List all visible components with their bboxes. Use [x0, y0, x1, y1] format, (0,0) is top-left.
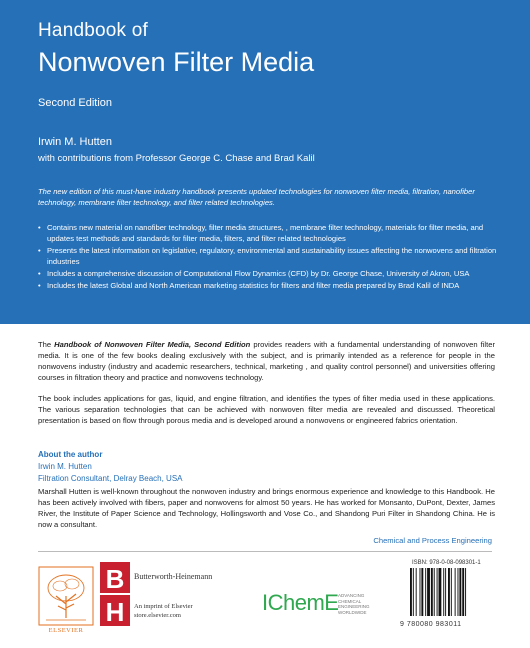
barcode-bar — [416, 568, 417, 616]
icheme-tag-3: ENGINEERING — [338, 604, 370, 609]
barcode-bar — [459, 568, 461, 616]
feature-item: • Presents the latest information on legislative, regulatory, environmental and sustainability issues affecting the nonwovens and filtration industries — [38, 245, 498, 267]
barcode-bar — [421, 568, 423, 616]
about-author-name: Irwin M. Hutten — [38, 462, 92, 471]
contributors: with contributions from Professor George C. Chase and Brad Kalil — [38, 153, 315, 164]
barcode-bar — [427, 568, 430, 616]
butterworth-heinemann-logo — [100, 562, 130, 626]
about-author-heading: About the author — [38, 450, 103, 459]
barcode-bar — [410, 568, 412, 616]
barcode-bar — [439, 568, 442, 616]
barcode-bar — [445, 568, 446, 616]
about-author-affiliation: Filtration Consultant, Delray Beach, USA — [38, 474, 183, 483]
description-paragraph-2: The book includes applications for gas, liquid, and engine filtration, and identifies the types of filter media used in these applications. The various separation technologies that can be achieved with nonwoven filter media are revealed and discussed. Theoretical presentation is based on flow through porous media and is developed around a nonwovens or engineered fabrics orientation. — [38, 394, 495, 425]
bh-imprint: An imprint of Elsevier — [134, 603, 193, 610]
feature-item: • Contains new material on nanofiber technology, filter media structures, , membrane filter technology, materials for filter media, and updates test methods and standards for filter media, filters, and filter related technologies — [38, 222, 498, 244]
barcode-bar — [413, 568, 414, 616]
barcode-bar — [437, 568, 438, 616]
icheme-tag-4: WORLDWIDE — [338, 609, 367, 615]
intro-text: The new edition of this must-have industry handbook presents updated technologies for nonwoven filter media, filtration, nanofiber technology, membrane filter technology, and filter related technologies. — [38, 187, 475, 207]
barcode-bar — [443, 568, 444, 616]
barcode-bar — [455, 568, 456, 616]
book-title-emphasis: Handbook of Nonwoven Filter Media, Second Edition — [54, 340, 251, 349]
barcode-bar — [458, 568, 459, 616]
elsevier-tree-logo — [38, 566, 94, 626]
barcode-number: 9 780080 983011 — [400, 621, 462, 628]
icheme-tagline — [338, 593, 378, 615]
p1-rest: provides readers with a fundamental understanding of nonwoven filter media. It is one of the few books dealing exclusively with the subject, and is primarily intended as a reference for people in the nonwovens industry (industry and academic researchers, technical, marketing , and quality control personnel) and universities offering courses in filtration theory and practice and nonwovens technology. — [38, 340, 495, 382]
barcode-bar — [448, 568, 450, 616]
barcode-bar — [420, 568, 421, 616]
barcode-bar — [465, 568, 466, 616]
bh-website: store.elsevier.com — [134, 612, 181, 619]
feature-item: • Includes the latest Global and North American marketing statistics for filters and filter media prepared by Brad Kalil of INDA — [38, 280, 498, 291]
barcode-bar — [431, 568, 433, 616]
barcode-bar — [462, 568, 464, 616]
barcode-bar — [425, 568, 426, 616]
feature-item: • Includes a comprehensive discussion of Computational Flow Dynamics (CFD) by Dr. George Chase, University of Akron, USA — [38, 268, 498, 279]
elsevier-wordmark: ELSEVIER — [48, 627, 84, 634]
divider — [38, 551, 492, 552]
isbn-label: ISBN: 978-0-08-098301-1 — [412, 560, 481, 566]
title-line-2: Nonwoven Filter Media — [38, 47, 315, 77]
author: Irwin M. Hutten — [38, 136, 112, 148]
title-line-1: Handbook of — [38, 20, 148, 41]
barcode — [408, 568, 494, 616]
bh-wordmark: Butterworth-Heinemann — [134, 572, 213, 581]
p1-prefix: The — [38, 340, 55, 349]
icheme-tag-1: ADVANCING — [338, 593, 365, 598]
feature-list — [38, 222, 498, 292]
category-label: Chemical and Process Engineering — [373, 536, 492, 545]
bh-imprint-block — [134, 602, 193, 620]
svg-text:B: B — [105, 564, 125, 594]
barcode-bar — [451, 568, 452, 616]
icheme-logo: IChemE — [262, 590, 339, 615]
author-bio: Marshall Hutten is well-known throughout the nonwoven industry and brings enormous experience and knowledge to this Handbook. He has been actively involved with fibers, paper and nonwovens for almost 50 years. He has worked for Monsanto, DuPont, Dexter, James River, the Institute of Paper Science and Technology, Hollingsworth and Vose Co., and Shandong Puri Filter in Shandong China. He is now a consultant. — [38, 487, 495, 529]
svg-text:H: H — [105, 597, 125, 626]
barcode-bar — [434, 568, 435, 616]
icheme-tag-2: CHEMICAL — [338, 598, 362, 604]
edition: Second Edition — [38, 97, 112, 109]
description-paragraph-1 — [38, 339, 495, 383]
